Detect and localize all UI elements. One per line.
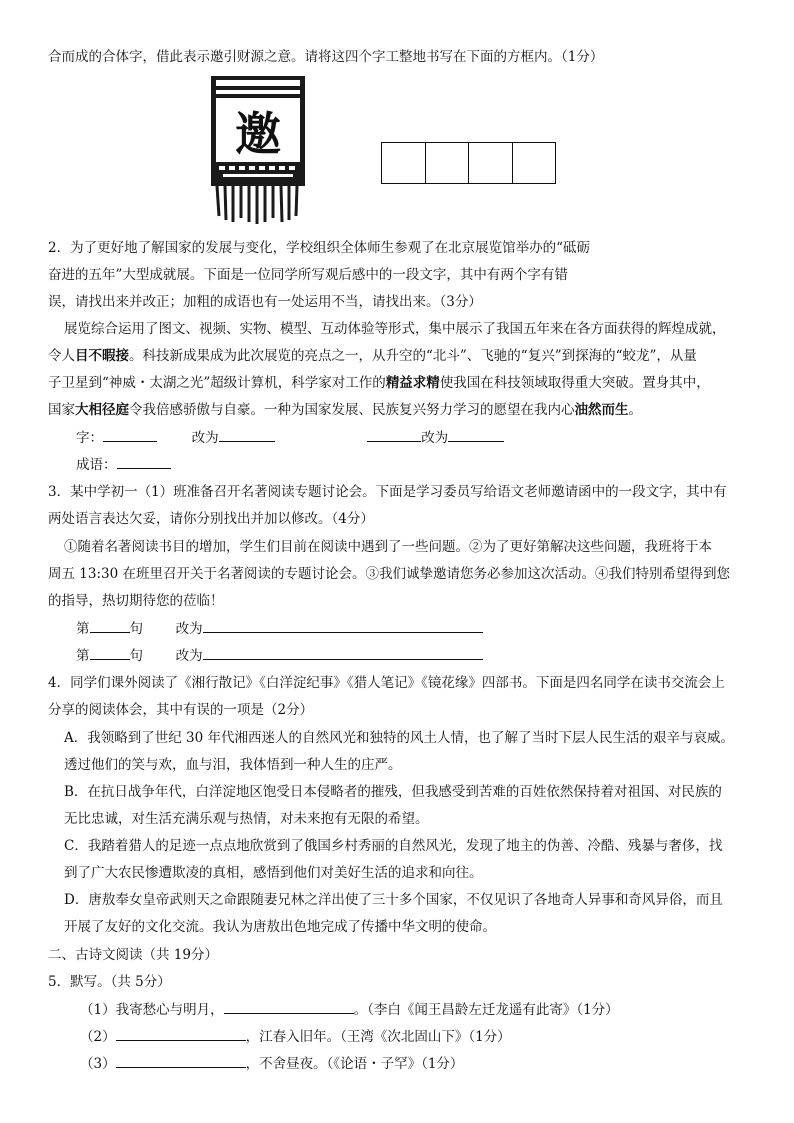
q3-passage-line1: ①随着名著阅读书目的增加，学生们目前在阅读中遇到了一些问题。②为了更好第解决这些问题，我班将于本 (64, 539, 712, 555)
answer-boxes[interactable] (381, 142, 556, 184)
q4-option-d-line1: D．唐敖奉女皇帝武则天之命跟随妻兄林之洋出使了三十多个国家，不仅见识了各地奇人异事和奇风异俗，而且 (64, 892, 723, 908)
recitation-blank[interactable] (116, 1053, 246, 1068)
q2-answer-row-zi: 字： 改为 改为 (76, 427, 504, 448)
q4-option-d-line2: 开展了友好的文化交流。我认为唐敖出色地完成了传播中华文明的使命。 (64, 919, 496, 935)
idiom-2: 精益求精 (385, 375, 440, 391)
idiom-blank[interactable] (117, 454, 171, 469)
q2-stem-line1: 2．为了更好地了解国家的发展与变化，学校组织全体师生参观了在北京展览馆举办的“砥砺 (48, 240, 590, 256)
q2-stem-line2: 奋进的五年”大型成就展。下面是一位同学所写观后感中的一段文字，其中有两个字有错 (48, 267, 568, 283)
q3-passage-line3: 的指导，热切期待您的莅临！ (48, 593, 224, 609)
q4-option-c-line1: C．我踏着猎人的足迹一点点地欣赏到了俄国乡村秀丽的自然风光，发现了地主的伪善、冷酷、残暴与奢侈，找 (64, 838, 723, 854)
answer-box[interactable] (426, 143, 470, 183)
q4-option-b-line2: 无比忠诚，对生活充满乐观与热情，对未来抱有无限的希望。 (64, 811, 429, 827)
idiom-4: 油然而生 (574, 402, 629, 418)
q2-stem-line3: 误，请找出来并改正；加粗的成语也有一处运用不当，请找出来。（3分） (48, 294, 482, 310)
q4-option-b-line1: B．在抗日战争年代，白洋淀地区饱受日本侵略者的摧残，但我感受到苦难的百姓依然保持着对祖国、对民族的 (64, 784, 722, 800)
section-2-title: 二、古诗文阅读（共 19分） (48, 947, 218, 963)
q5-stem: 5．默写。（共 5分） (48, 974, 171, 990)
answer-box[interactable] (469, 143, 513, 183)
q2-passage-line2: 令人目不暇接。科技新成果成为此次展览的亮点之一，从升空的“北斗”、飞驰的“复兴”到探海的“蛟龙”，从量 (48, 348, 697, 364)
q3-stem-line2: 两处语言表达欠妥，请你分别找出并加以修改。（4分） (48, 511, 374, 527)
q5-item-2: （2） ，江春入旧年。（王湾《次北固山下》（1分） (80, 1026, 511, 1047)
recitation-blank[interactable] (224, 999, 354, 1014)
q2-passage-line3: 子卫星到“神威・太湖之光”超级计算机，科学家对工作的精益求精使我国在科技领域取得重大突破。置身其中， (48, 375, 710, 391)
q3-stem-line1: 3．某中学初一（1）班准备召开名著阅读专题讨论会。下面是学习委员写给语文老师邀请函中的一段文字，其中有 (48, 484, 727, 500)
correct-char-blank[interactable] (219, 427, 275, 442)
q4-option-a-line1: A．我领略到了世纪 30 年代湘西迷人的自然风光和独特的风土人情，也了解了当时下层人民生活的艰辛与哀威。 (64, 730, 735, 746)
revision-blank[interactable] (203, 618, 483, 633)
answer-box[interactable] (513, 143, 556, 183)
q4-option-c-line2: 到了广大农民惨遭欺凌的真相，感悟到他们对美好生活的追求和向往。 (64, 865, 483, 881)
q5-item-3: （3） ，不舍昼夜。（《论语・子罕》（1分） (80, 1053, 463, 1074)
sentence-number-blank[interactable] (90, 645, 130, 660)
q3-passage-line2: 周五 13:30 在班里召开关于名著阅读的专题讨论会。③我们诚挚邀请您务必参加这次活动。④我们特别希望得到您 (48, 566, 730, 582)
combined-character-banner-image (211, 76, 305, 224)
revision-blank[interactable] (203, 645, 483, 660)
q4-stem-line2: 分享的阅读体会，其中有误的一项是（2分） (48, 702, 314, 718)
q2-passage-line1: 展览综合运用了图文、视频、实物、模型、互动体验等形式，集中展示了我国五年来在各方面获得的辉煌成就， (64, 321, 726, 337)
q4-option-a-line2: 透过他们的笑与欢，血与泪，我体悟到一种人生的庄严。 (64, 757, 402, 773)
answer-box[interactable] (382, 143, 426, 183)
q1-instruction-tail: 合而成的合体字，借此表示邀引财源之意。请将这四个字工整地书写在下面的方框内。（1分） (48, 49, 604, 65)
idiom-1: 目不暇接 (75, 348, 129, 364)
q3-answer-row-2: 第 句 改为 (76, 645, 483, 666)
correct-char-blank-2[interactable] (448, 427, 504, 442)
idiom-3: 大相径庭 (75, 402, 129, 418)
q2-answer-row-idiom: 成语： (76, 454, 171, 475)
wrong-char-blank-2[interactable] (367, 427, 421, 442)
q4-stem-line1: 4．同学们课外阅读了《湘行散记》《白洋淀纪事》《猎人笔记》《镜花缘》四部书。下面是四名同学在读书交流会上 (48, 675, 725, 691)
q3-answer-row-1: 第 句 改为 (76, 618, 483, 639)
sentence-number-blank[interactable] (90, 618, 130, 633)
wrong-char-blank[interactable] (103, 427, 157, 442)
svg-text:邀: 邀 (235, 107, 281, 161)
q5-item-1: （1）我寄愁心与明月， 。（李白《闻王昌龄左迁龙遥有此寄》（1分） (80, 999, 619, 1020)
q2-passage-line4: 国家大相径庭令我倍感骄傲与自豪。一种为国家发展、民族复兴努力学习的愿望在我内心油然而生。 (48, 402, 642, 418)
recitation-blank[interactable] (116, 1026, 246, 1041)
